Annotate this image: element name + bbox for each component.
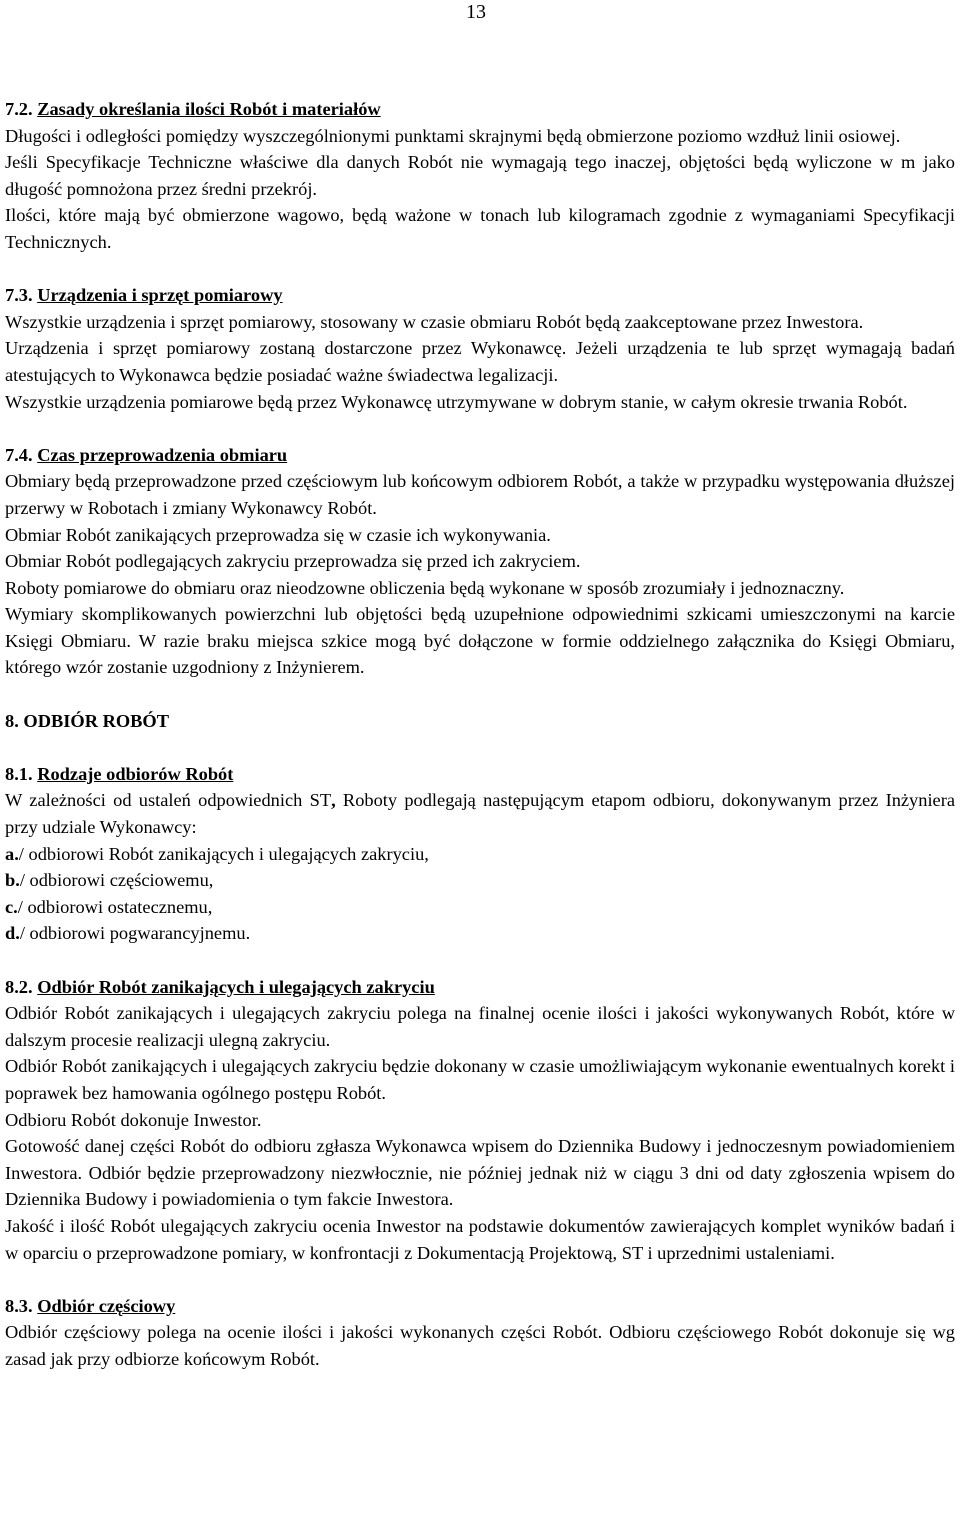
paragraph: Obmiar Robót zanikających przeprowadza się w czasie ich wykonywania. — [5, 524, 551, 545]
paragraph: Długości i odległości pomiędzy wyszczególnionymi punktami skrajnymi będą obmierzone poziomo wzdłuż linii osiowej. — [5, 125, 901, 146]
list-item-text: / odbiorowi ostatecznemu, — [17, 896, 213, 917]
section-number: 8.2. — [5, 976, 33, 997]
list-marker: a. — [5, 843, 19, 864]
section-number: 7.4. — [5, 444, 33, 465]
list-item — [5, 841, 955, 868]
paragraph: Obmiary będą przeprowadzone przed częściowym lub końcowym odbiorem Robót, a także w przypadku występowania dłuższej przerwy w Robotach i zmiany Wykonawcy Robót. — [5, 471, 955, 518]
list-item — [5, 867, 955, 894]
section-number: 8.1. — [5, 763, 33, 784]
paragraph: Roboty pomiarowe do obmiaru oraz nieodzowne obliczenia będą wykonane w sposób zrozumiały i jednoznaczny. — [5, 577, 845, 598]
page-number: 13 — [466, 1, 486, 23]
list-item-text: / odbiorowi częściowemu, — [19, 870, 214, 891]
paragraph: Odbiór Robót zanikających i ulegających zakryciu polega na finalnej ocenie ilości i jakości wykonywanych Robót, które w dalszym procesie realizacji ulegną zakryciu. — [5, 1003, 955, 1050]
section-title: Odbiór Robót zanikających i ulegających zakryciu — [37, 976, 435, 997]
paragraph: Wymiary skomplikowanych powierzchni lub objętości będą uzupełnione odpowiednimi szkicami umieszczonymi na karcie Księgi Obmiaru. W razie braku miejsca szkice mogą być dołączone w formie oddzielnego załącznika do Księgi Obmiaru, którego wzór zostanie uzgodniony z Inżynierem. — [5, 604, 955, 678]
paragraph: Obmiar Robót podlegających zakryciu przeprowadza się przed ich zakryciem. — [5, 551, 581, 572]
section-number: 7.2. — [5, 99, 33, 119]
section-heading-7-2 — [5, 96, 955, 123]
section-heading-8-3 — [5, 1293, 955, 1320]
section-heading-8-1 — [5, 761, 955, 788]
list-item — [5, 920, 955, 947]
paragraph — [5, 787, 955, 840]
section-title: Zasady określania ilości Robót i materiałów — [37, 99, 381, 119]
section-title: Czas przeprowadzenia obmiaru — [37, 444, 288, 465]
list-item-text: / odbiorowi pogwarancyjnemu. — [19, 923, 251, 944]
section-number: 8.3. — [5, 1295, 33, 1316]
paragraph: Ilości, które mają być obmierzone wagowo, będą ważone w tonach lub kilogramach zgodnie z wymaganiami Specyfikacji Technicznych. — [5, 205, 955, 252]
list-item — [5, 894, 955, 921]
paragraph-text: , — [331, 790, 336, 811]
paragraph: Wszystkie urządzenia pomiarowe będą przez Wykonawcę utrzymywane w dobrym stanie, w całym okresie trwania Robót. — [5, 391, 908, 412]
list-item-text: / odbiorowi Robót zanikających i ulegających zakryciu, — [18, 843, 429, 864]
paragraph: Odbioru Robót dokonuje Inwestor. — [5, 1109, 262, 1130]
section-heading-7-4 — [5, 442, 955, 469]
list-marker: b. — [5, 870, 20, 891]
list-marker: d. — [5, 923, 20, 944]
paragraph-text: W zależności od ustaleń odpowiednich ST — [5, 790, 332, 811]
paragraph: Urządzenia i sprzęt pomiarowy zostaną dostarczone przez Wykonawcę. Jeżeli urządzenia te lub sprzęt wymagają badań atestujących to Wykonawca będzie posiadać ważne świadectwa legalizacji. — [5, 338, 955, 385]
paragraph: Jeśli Specyfikacje Techniczne właściwe dla danych Robót nie wymagają tego inaczej, objętości będą wyliczone w m jako długość pomnożona przez średni przekrój. — [5, 152, 955, 199]
paragraph: Odbiór Robót zanikających i ulegających zakryciu będzie dokonany w czasie umożliwiającym wykonanie ewentualnych korekt i poprawek bez hamowania ogólnego postępu Robót. — [5, 1056, 955, 1103]
section-number: 7.3. — [5, 285, 33, 306]
paragraph: Odbiór częściowy polega na ocenie ilości i jakości wykonanych części Robót. Odbioru częściowego Robót dokonuje się wg zasad jak przy odbiorze końcowym Robót. — [5, 1322, 955, 1369]
paragraph-text: Roboty podlegają następującym etapom odbioru, dokonywanym przez Inżyniera przy udziale Wykonawcy: — [5, 790, 956, 838]
paragraph: Gotowość danej części Robót do odbioru zgłasza Wykonawca wpisem do Dziennika Budowy i jednoczesnym powiadomieniem Inwestora. Odbiór będzie przeprowadzony niezwłocznie, nie później jednak niż w ciągu 3 dni od daty zgłoszenia wpisem do Dziennika Budowy i powiadomienia o tym fakcie Inwestora. — [5, 1136, 955, 1210]
list-marker: c. — [5, 896, 18, 917]
document-body — [5, 96, 955, 1373]
section-title: Rodzaje odbiorów Robót — [37, 763, 234, 784]
section-title: Odbiór częściowy — [37, 1295, 176, 1316]
section-heading-8-2 — [5, 974, 955, 1001]
paragraph: Jakość i ilość Robót ulegających zakryciu ocenia Inwestor na podstawie dokumentów zawierających komplet wyników badań i w oparciu o przeprowadzone pomiary, w konfrontacji z Dokumentacją Projektową, ST i uprzednimi ustaleniami. — [5, 1215, 955, 1263]
paragraph: Wszystkie urządzenia i sprzęt pomiarowy, stosowany w czasie obmiaru Robót będą zaakceptowane przez Inwestora. — [5, 311, 864, 332]
section-heading-7-3 — [5, 282, 955, 309]
chapter-heading-8: 8. ODBIÓR ROBÓT — [5, 710, 170, 731]
section-title: Urządzenia i sprzęt pomiarowy — [37, 285, 283, 306]
